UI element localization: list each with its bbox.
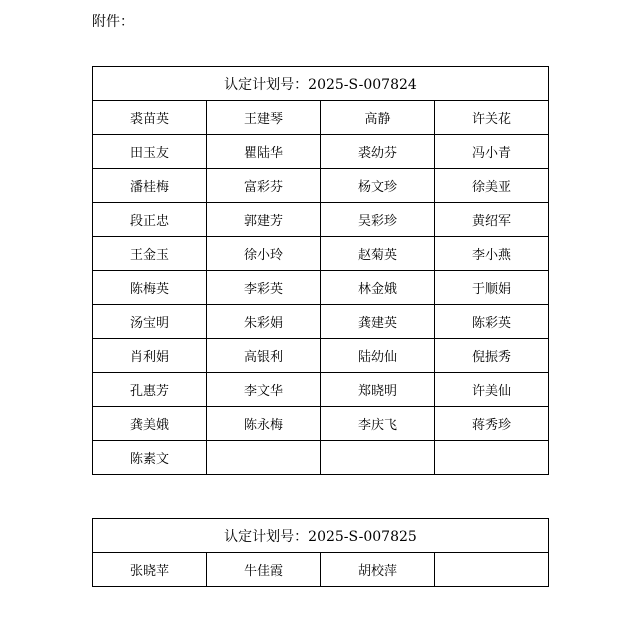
- plan-number-label: 认定计划号：: [224, 76, 309, 93]
- name-cell: 田玉友: [93, 135, 207, 169]
- name-cell: 李彩英: [207, 271, 321, 305]
- table-row: [93, 237, 549, 271]
- plan-number-header: [93, 519, 549, 553]
- name-cell: 李庆飞: [321, 407, 435, 441]
- name-cell: 许美仙: [435, 373, 549, 407]
- name-cell: 高静: [321, 101, 435, 135]
- name-cell: 朱彩娟: [207, 305, 321, 339]
- name-cell: 孔惠芳: [93, 373, 207, 407]
- table-row: [93, 441, 549, 475]
- name-cell: 胡校萍: [321, 553, 435, 587]
- name-cell: 王金玉: [93, 237, 207, 271]
- name-cell: 瞿陆华: [207, 135, 321, 169]
- table-row: [93, 271, 549, 305]
- name-cell: 汤宝明: [93, 305, 207, 339]
- name-cell: 裘幼芬: [321, 135, 435, 169]
- name-cell: 郭建芳: [207, 203, 321, 237]
- name-cell: 林金娥: [321, 271, 435, 305]
- plan-number-header: [93, 67, 549, 101]
- name-cell: 陈素文: [93, 441, 207, 475]
- table-header-row: [93, 67, 549, 101]
- name-cell: 高银利: [207, 339, 321, 373]
- name-cell: 倪振秀: [435, 339, 549, 373]
- name-cell: 张晓苹: [93, 553, 207, 587]
- table-row: [93, 169, 549, 203]
- plan-number-value: 2025-S-007825: [308, 528, 417, 545]
- name-cell: 陈梅英: [93, 271, 207, 305]
- name-cell: 陈永梅: [207, 407, 321, 441]
- plan-table: [92, 518, 549, 587]
- empty-cell: [321, 441, 435, 475]
- name-cell: 许关花: [435, 101, 549, 135]
- name-cell: 牛佳霞: [207, 553, 321, 587]
- table-row: [93, 305, 549, 339]
- name-cell: 徐美亚: [435, 169, 549, 203]
- plan-number-label: 认定计划号：: [224, 528, 309, 545]
- table-row: [93, 553, 549, 587]
- table-row: [93, 373, 549, 407]
- name-cell: 徐小玲: [207, 237, 321, 271]
- name-cell: 潘桂梅: [93, 169, 207, 203]
- empty-cell: [207, 441, 321, 475]
- name-cell: 黄绍军: [435, 203, 549, 237]
- name-cell: 杨文珍: [321, 169, 435, 203]
- empty-cell: [435, 441, 549, 475]
- name-cell: 富彩芬: [207, 169, 321, 203]
- table-header-row: [93, 519, 549, 553]
- empty-cell: [435, 553, 549, 587]
- name-cell: 吴彩珍: [321, 203, 435, 237]
- name-cell: 龚美娥: [93, 407, 207, 441]
- plan-number-value: 2025-S-007824: [308, 76, 417, 93]
- name-cell: 肖利娟: [93, 339, 207, 373]
- name-cell: 蒋秀珍: [435, 407, 549, 441]
- name-cell: 冯小青: [435, 135, 549, 169]
- table-row: [93, 203, 549, 237]
- name-cell: 裘苗英: [93, 101, 207, 135]
- name-cell: 赵菊英: [321, 237, 435, 271]
- table-row: [93, 101, 549, 135]
- name-cell: 段正忠: [93, 203, 207, 237]
- name-cell: 陆幼仙: [321, 339, 435, 373]
- plan-table: [92, 66, 549, 475]
- table-row: [93, 407, 549, 441]
- name-cell: 龚建英: [321, 305, 435, 339]
- name-cell: 于顺娟: [435, 271, 549, 305]
- name-cell: 李小燕: [435, 237, 549, 271]
- attachment-label: 附件：: [92, 14, 134, 30]
- name-cell: 郑晓明: [321, 373, 435, 407]
- name-cell: 陈彩英: [435, 305, 549, 339]
- table-row: [93, 135, 549, 169]
- table-row: [93, 339, 549, 373]
- name-cell: 李文华: [207, 373, 321, 407]
- name-cell: 王建琴: [207, 101, 321, 135]
